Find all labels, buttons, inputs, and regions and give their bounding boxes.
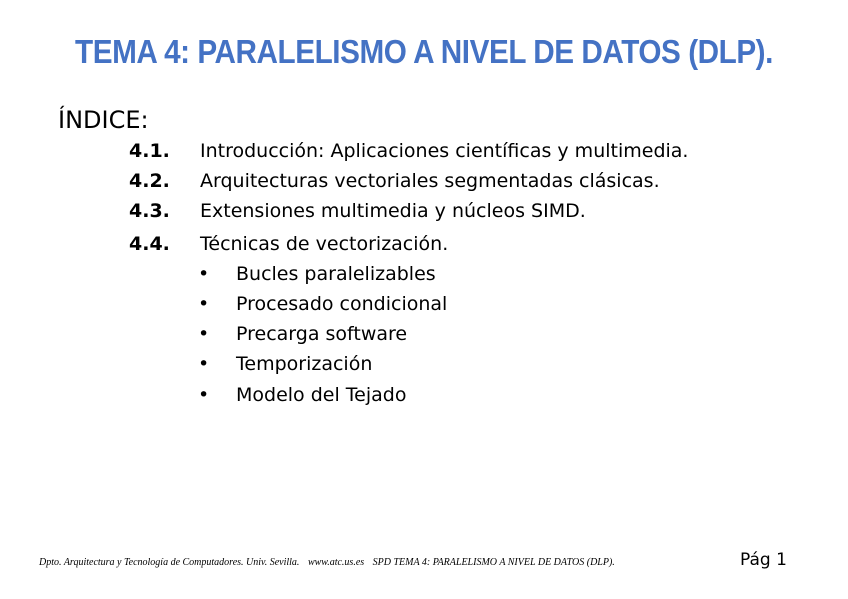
toc-item-text: Técnicas de vectorización. xyxy=(200,233,449,255)
bullet-text: Temporización xyxy=(236,353,373,375)
toc-item-number: 4.1. xyxy=(129,140,170,162)
toc-item-text: Extensiones multimedia y núcleos SIMD. xyxy=(200,200,586,222)
footer-website: www.atc.us.es xyxy=(307,557,365,568)
bullet-text: Precarga software xyxy=(236,323,408,345)
index-heading: ÍNDICE: xyxy=(58,106,149,134)
footer-department: Dpto. Arquitectura y Tecnología de Computadores. Univ. Sevilla. xyxy=(39,557,300,568)
toc-item-number: 4.4. xyxy=(129,233,170,255)
bullet-text: Modelo del Tejado xyxy=(236,384,407,406)
footer xyxy=(39,557,615,568)
bullet-icon: • xyxy=(198,323,210,345)
bullet-icon: • xyxy=(198,353,210,375)
toc-item-text: Arquitecturas vectoriales segmentadas clásicas. xyxy=(200,170,660,192)
bullet-icon: • xyxy=(198,263,210,285)
toc-item-number: 4.3. xyxy=(129,200,170,222)
bullet-icon: • xyxy=(198,384,210,406)
footer-course: SPD TEMA 4: PARALELISMO A NIVEL DE DATOS (DLP). xyxy=(372,557,615,568)
slide-title: TEMA 4: PARALELISMO A NIVEL DE DATOS (DLP). xyxy=(75,33,773,70)
bullet-icon: • xyxy=(198,293,210,315)
toc-item-number: 4.2. xyxy=(129,170,170,192)
bullet-text: Procesado condicional xyxy=(236,293,448,315)
page-number: Pág 1 xyxy=(740,550,787,570)
toc-item-text: Introducción: Aplicaciones científicas y multimedia. xyxy=(200,140,689,162)
bullet-text: Bucles paralelizables xyxy=(236,263,436,285)
